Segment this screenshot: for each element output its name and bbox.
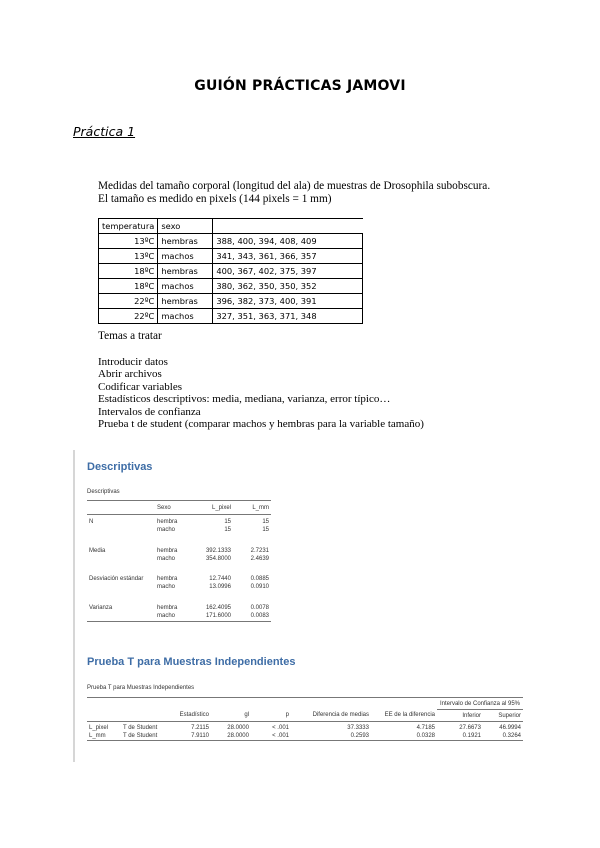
ttest-table [87,697,523,741]
blank-cell [251,698,291,710]
value-cell: 15 [224,527,231,534]
ttest-heading: Prueba T para Muestras Independientes [87,656,296,668]
value-cell: 12.7440 [209,576,231,582]
cell-sexo: hembras [158,264,213,279]
table-row [87,554,271,565]
intro-line-2: El tamaño es medido en pixels (144 pixels = 1 mm) [98,193,332,205]
cell-temperatura: 18ºC [99,279,158,294]
header-l-pixel: L_pixel [195,501,233,515]
cell-temperatura: 13ºC [99,249,158,264]
header-cell [87,710,121,722]
cell-sexo: hembras [158,234,213,249]
value-cell: 0.0078 [250,604,269,611]
header-values [213,219,363,234]
blank-cell [87,698,121,710]
stat-label: Desviación estándar [89,576,144,582]
value-cell: 7.2115 [191,725,209,731]
sexo-cell: hembra [157,604,178,611]
list-item: Codificar variables [98,380,182,393]
table-header-row [87,698,523,710]
blank-cell [211,698,251,710]
stat-label [87,525,155,536]
value-cell: 354.8000 [205,555,231,562]
test-cell: T de Student [123,725,158,731]
cell-temperatura: 18ºC [99,264,158,279]
cell-values: 341, 343, 361, 366, 357 [213,249,363,264]
value-cell: 392.1333 [205,547,231,554]
value-cell: 13.0996 [209,584,231,591]
table-header-row [87,501,271,515]
cell-values: 400, 367, 402, 375, 397 [213,264,363,279]
document-title: GUIÓN PRÁCTICAS JAMOVI [194,78,406,94]
header-estadistico: Estadístico [169,710,211,722]
list-item: Introducir datos [98,356,168,368]
sexo-cell: macho [157,555,176,562]
value-cell: 46.9994 [499,725,521,731]
temas-heading: Temas a tratar [98,330,162,342]
table-row [87,515,271,526]
intro-text [98,180,490,206]
table-header-row [87,710,523,722]
table-row [99,264,363,279]
value-cell: 0.2593 [291,731,371,741]
value-cell: 7.9110 [169,731,211,741]
header-diferencia: Diferencia de medias [291,710,371,722]
value-cell: 162.4095 [205,604,231,611]
table-row [99,279,363,294]
cell-values: 327, 351, 363, 371, 348 [213,309,363,324]
blank-cell [121,698,169,710]
header-sexo: Sexo [155,501,195,515]
value-cell: 0.3264 [483,731,523,741]
ci-header: Intervalo de Confianza al 95% [437,698,523,710]
value-cell: 2.7231 [250,547,269,554]
sexo-cell: macho [157,527,176,534]
header-temperatura: temperatura [99,219,158,234]
header-inferior: Inferior [437,710,483,722]
cell-values: 388, 400, 394, 408, 409 [213,234,363,249]
cell-values: 380, 362, 350, 350, 352 [213,279,363,294]
header-superior: Superior [483,710,523,722]
value-cell: 0.0083 [233,611,271,622]
cell-temperatura: 22ºC [99,309,158,324]
header-ee: EE de la diferencia [371,710,437,722]
sexo-cell: macho [155,611,195,622]
cell-sexo: machos [158,279,213,294]
test-cell: T de Student [121,731,169,741]
variable-cell: L_mm [87,731,121,741]
header-cell [121,710,169,722]
header-gl: gl [211,710,251,722]
table-row [99,249,363,264]
table-header-row [99,219,363,234]
value-cell: 15 [224,518,231,525]
sexo-cell: hembra [157,547,178,554]
value-cell: 28.0000 [211,731,251,741]
cell-values: 396, 382, 373, 400, 391 [213,294,363,309]
table-row [99,234,363,249]
sexo-cell: macho [157,584,176,591]
table-row [87,564,271,582]
value-cell: 0.0910 [250,584,269,591]
header-sexo: sexo [158,219,213,234]
intro-line-1: Medidas del tamaño corporal (longitud del ala) de muestras de Drosophila subobscura. [98,180,491,192]
descriptivas-heading: Descriptivas [87,461,153,473]
cell-sexo: machos [158,309,213,324]
stat-label: Media [89,547,106,554]
value-cell: 2.4639 [250,555,269,562]
table-row [87,536,271,554]
cell-temperatura: 13ºC [99,234,158,249]
table-row [87,593,271,611]
table-row [99,309,363,324]
header-l-mm: L_mm [233,501,271,515]
value-cell: 0.0328 [371,731,437,741]
list-item: Intervalos de confianza [98,405,201,418]
list-item: Estadísticos descriptivos: media, mediana, varianza, error típico… [98,393,391,406]
value-cell: < .001 [272,725,289,731]
value-cell: 0.0885 [250,576,269,582]
table-row [87,582,271,593]
value-cell: 171.6000 [195,611,233,622]
list-item: Prueba t de student (comparar machos y hembras para la variable tamaño) [98,418,424,431]
list-item: Abrir archivos [98,368,162,381]
stat-label [87,611,155,622]
value-cell: 28.0000 [227,725,249,731]
descriptivas-table [87,500,271,622]
value-cell: 15 [262,527,269,534]
cell-sexo: machos [158,249,213,264]
sexo-cell: hembra [157,576,178,582]
cell-sexo: hembras [158,294,213,309]
table-row [87,722,523,732]
sexo-cell: hembra [157,518,178,525]
header-cell [87,501,155,515]
stat-label: Varianza [89,604,113,611]
value-cell: 4.7185 [416,725,435,731]
section-subtitle: Práctica 1 [73,124,136,139]
header-p: p [251,710,291,722]
variable-cell: L_pixel [89,725,109,731]
ttest-caption: Prueba T para Muestras Independientes [87,685,195,691]
table-row [99,294,363,309]
value-cell: 27.6673 [459,725,481,731]
value-cell: 0.1921 [437,731,483,741]
stat-label [87,554,155,565]
table-row [87,731,523,741]
table-row [87,525,271,536]
blank-cell [291,698,371,710]
descriptivas-caption: Descriptivas [87,489,120,495]
stat-label: N [89,518,94,525]
blank-cell [169,698,211,710]
drosophila-data-table [98,218,363,324]
panel-divider [73,450,75,762]
stat-label [87,582,155,593]
temas-list [98,356,424,430]
table-row [87,611,271,622]
cell-temperatura: 22ºC [99,294,158,309]
value-cell: < .001 [251,731,291,741]
value-cell: 15 [262,518,269,525]
blank-cell [371,698,437,710]
value-cell: 37.3333 [347,725,369,731]
